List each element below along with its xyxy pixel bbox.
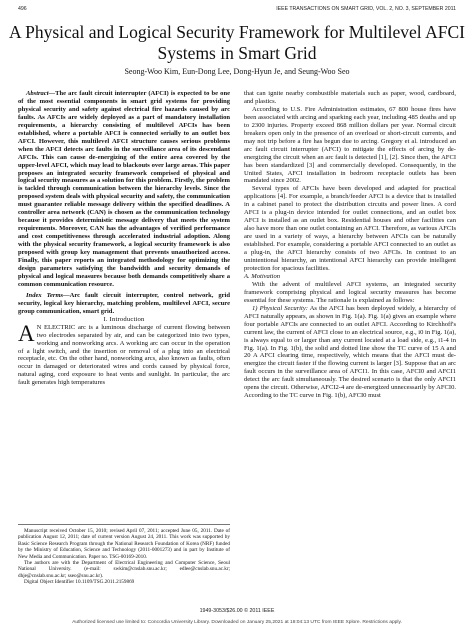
running-header: [18, 6, 456, 15]
right-paragraph-5: [244, 305, 456, 400]
drop-cap: A: [18, 320, 35, 346]
abstract: [18, 90, 230, 289]
physical-security-text: As the AFCI has been deployed widely, a hierarchy of AFCI naturally appears, as shown in Fig. 1(a). Fig. 1(a) gives an example where four portable AFCIs are connected to an outlet AFCI. According to Kirchhoff's current law, the current of AFCI close to an electrical source, e.g., i0 in Fig. 1(a), is always equal to or larger than any current located at a load side, e.g., i1-4 in Fig. 1(a). In Fig. 1(b), the solid and dotted line show the TC curve of 15 A and 20 A AFCI clearing time, respectively, which means that the AFCI must de-energize the circuit faster if the flowing current is larger [3]. Suppose that an arc fault occurs in the surveillance area of AFCI1. In this case, AFCI0 and AFCI1 detect the arc fault simultaneously. The desired scenario is that the only AFCI1 opens the circuit. Otherwise, AFCI2-4 are de-energized unnecessarily by AFCI0. According to the TC curve in Fig. 1(b), AFCI0 must: [244, 304, 456, 400]
footnote-doi: Digital Object Identifier 10.1109/TSG.2011.2159869: [24, 579, 135, 586]
footnote-manuscript: Manuscript received October 15, 2010; revised April 07, 2011; accepted June 05, 2011. Date of publication August 12, 2011; date of current version August 24, 2011. This work was supported by Basic Science Research Program through the National Research Foundation of Korea (NRF) funded by the Ministry of Education, Science and Technology (2011-0001273) and in part by Institute of New Media and Communication. Paper no. TSG-00169-2010.: [18, 528, 230, 560]
copyright-line: 1949-3053/$26.00 © 2011 IEEE: [199, 608, 275, 614]
intro-paragraph: [18, 320, 230, 388]
footnote: [18, 524, 230, 586]
physical-security-label: 1) Physical Security:: [252, 304, 308, 312]
right-column: [244, 90, 456, 400]
index-terms: [18, 292, 230, 316]
intro-text: arc is a luminous discharge of current flowing between two electrodes separated by air, and can be categorized into two types, working and nonworking arcs. A working arc can occur in the operation of a light switch, and the insertion or removal of a plug into an electrical receptacle, etc. On the other hand, nonworking arcs, also known as faults, often occur in damaged or deteriorated wires and cords caused by physical force, natural aging, cord exposure to heat vents and sunlight. In particular, the arc fault generates high temperatures: [18, 323, 230, 387]
page-number: 496: [18, 6, 27, 12]
right-paragraph-4: With the advent of multilevel AFCI systems, an integrated security framework comprising physical and logical security measures has become essential for these systems. The rationale is explained as follows:: [244, 280, 456, 304]
index-terms-text: Arc fault circuit interrupter, control network, grid security, logical key hierarchy, matching problem, multilevel AFCI, secure group communication, smart grid.: [18, 291, 230, 315]
abstract-label: Abstract—: [26, 90, 56, 97]
journal-name: IEEE TRANSACTIONS ON SMART GRID, VOL. 2, NO. 3, SEPTEMBER 2011: [276, 6, 456, 12]
left-column: [18, 90, 230, 387]
right-paragraph-2: According to U.S. Fire Administration estimates, 67 800 house fires have been associated with arcing and sparking each year, including 485 deaths and up to 2300 injuries. Property exceed 868 million dollars per year. Normal circuit breakers open only in the presence of an overload or short-circuit currents, and may not trip before a fire has begun due to arcing. Gregory et al. introduced an arc fault circuit interrupter (AFCI) to mitigate the effects of arcing by de-energizing the circuit when an arc fault is detected [1], [2]. Since then, the AFCI has been standardized [3] and commercially developed. Consequently, in the United States, AFCI installation in bedroom receptacle outlets has been mandated since 2002.: [244, 105, 456, 185]
footnote-authors: The authors are with the Department of Electrical Engineering and Computer Science, Seoul National University. (e-mail: swkim@cnslab.snu.ac.kr; edlee@cnslab.snu.ac.kr; dhje@cnslab.snu.ac.kr; sseo@snu.ac.kr).: [18, 560, 230, 579]
paper-title: A Physical and Logical Security Framework for Multilevel AFCI Systems in Smart Grid: [9, 22, 465, 63]
right-paragraph-3: Several types of AFCIs have been developed and adapted for practical applications [4]. For example, a branch/feeder AFCI is a device that is installed in a cabinet panel to protect the distribution circuits and power lines. A cord AFCI is a plug-in device intended for outlet connections, and an outlet box AFCI is installed as an outlet box. Residential houses and other facilities can also have more than one outlet containing an AFCI. Therefore, as various AFCIs are used in a variety of ways, a hierarchy between AFCIs can be naturally established. For example, considering a portable AFCI connected to an outlet as a plug-in, the AFCI hierarchy consists of two AFCIs. In contrast to an unintentional hierarchy, an intentional AFCI hierarchy can provide intelligent protection for spacious facilities.: [244, 185, 456, 272]
subsection-heading-motivation: A. Motivation: [244, 272, 281, 280]
author-list: Seong-Woo Kim, Eun-Dong Lee, Dong-Hyun Je, and Seung-Woo Seo: [124, 67, 350, 76]
license-line: Authorized licensed use limited to: Concordia University Library. Downloaded on January 25,2021 at 18:04:13 UTC from IEEE Xplore. Restrictions apply.: [72, 620, 402, 625]
right-paragraph-1: that can ignite nearby combustible materials such as paper, wood, cardboard, and plastics.: [244, 90, 456, 105]
intro-first-word: N ELECTRIC: [36, 323, 76, 331]
index-terms-label: Index Terms—: [26, 291, 70, 299]
section-heading-introduction: I. Introduction: [103, 315, 145, 323]
abstract-text: The arc fault circuit interrupter (AFCI) is expected to be one of the most essential components in smart grid systems for providing physical security and safety against electrical fire hazards caused by arc faults. As AFCIs are widely deployed as a part of mandatory installation requirements, a hierarchy consisting of multilevel AFCIs has been established, where a portable AFCI is connected serially to an outlet box AFCI. However, this multilevel AFCI structure causes serious problems when the AFCI detects arc faults in the surveillance area of its descendant AFCIs. This can cause de-energizing of the entire area covered by the upper-level AFCI, which may lead to blackouts over large areas. This paper proposes an integrated security framework comprised of physical and logical security measures as a solution for this problem. Firstly, the problem is tackled through communication between the hierarchy levels. Since the proposed system deals with physical security and safety, the communication must guarantee reliable message delivery within the specified deadlines. A controller area network (CAN) is chosen as the communication technology because it provides deterministic message delivery that meets the system requirements. Moreover, CAN has the advantages of verified performance and cost competitiveness through accelerated industrial adoption. Along with the physical security framework, a logical security framework is also proposed with group key management that prevents unauthorized access. Finally, this paper reports an integrated methodology for optimizing the design parameters satisfying the bandwidth and security demands of physical and logical measures because both demands competitively share a common communication resource.: [18, 90, 230, 288]
